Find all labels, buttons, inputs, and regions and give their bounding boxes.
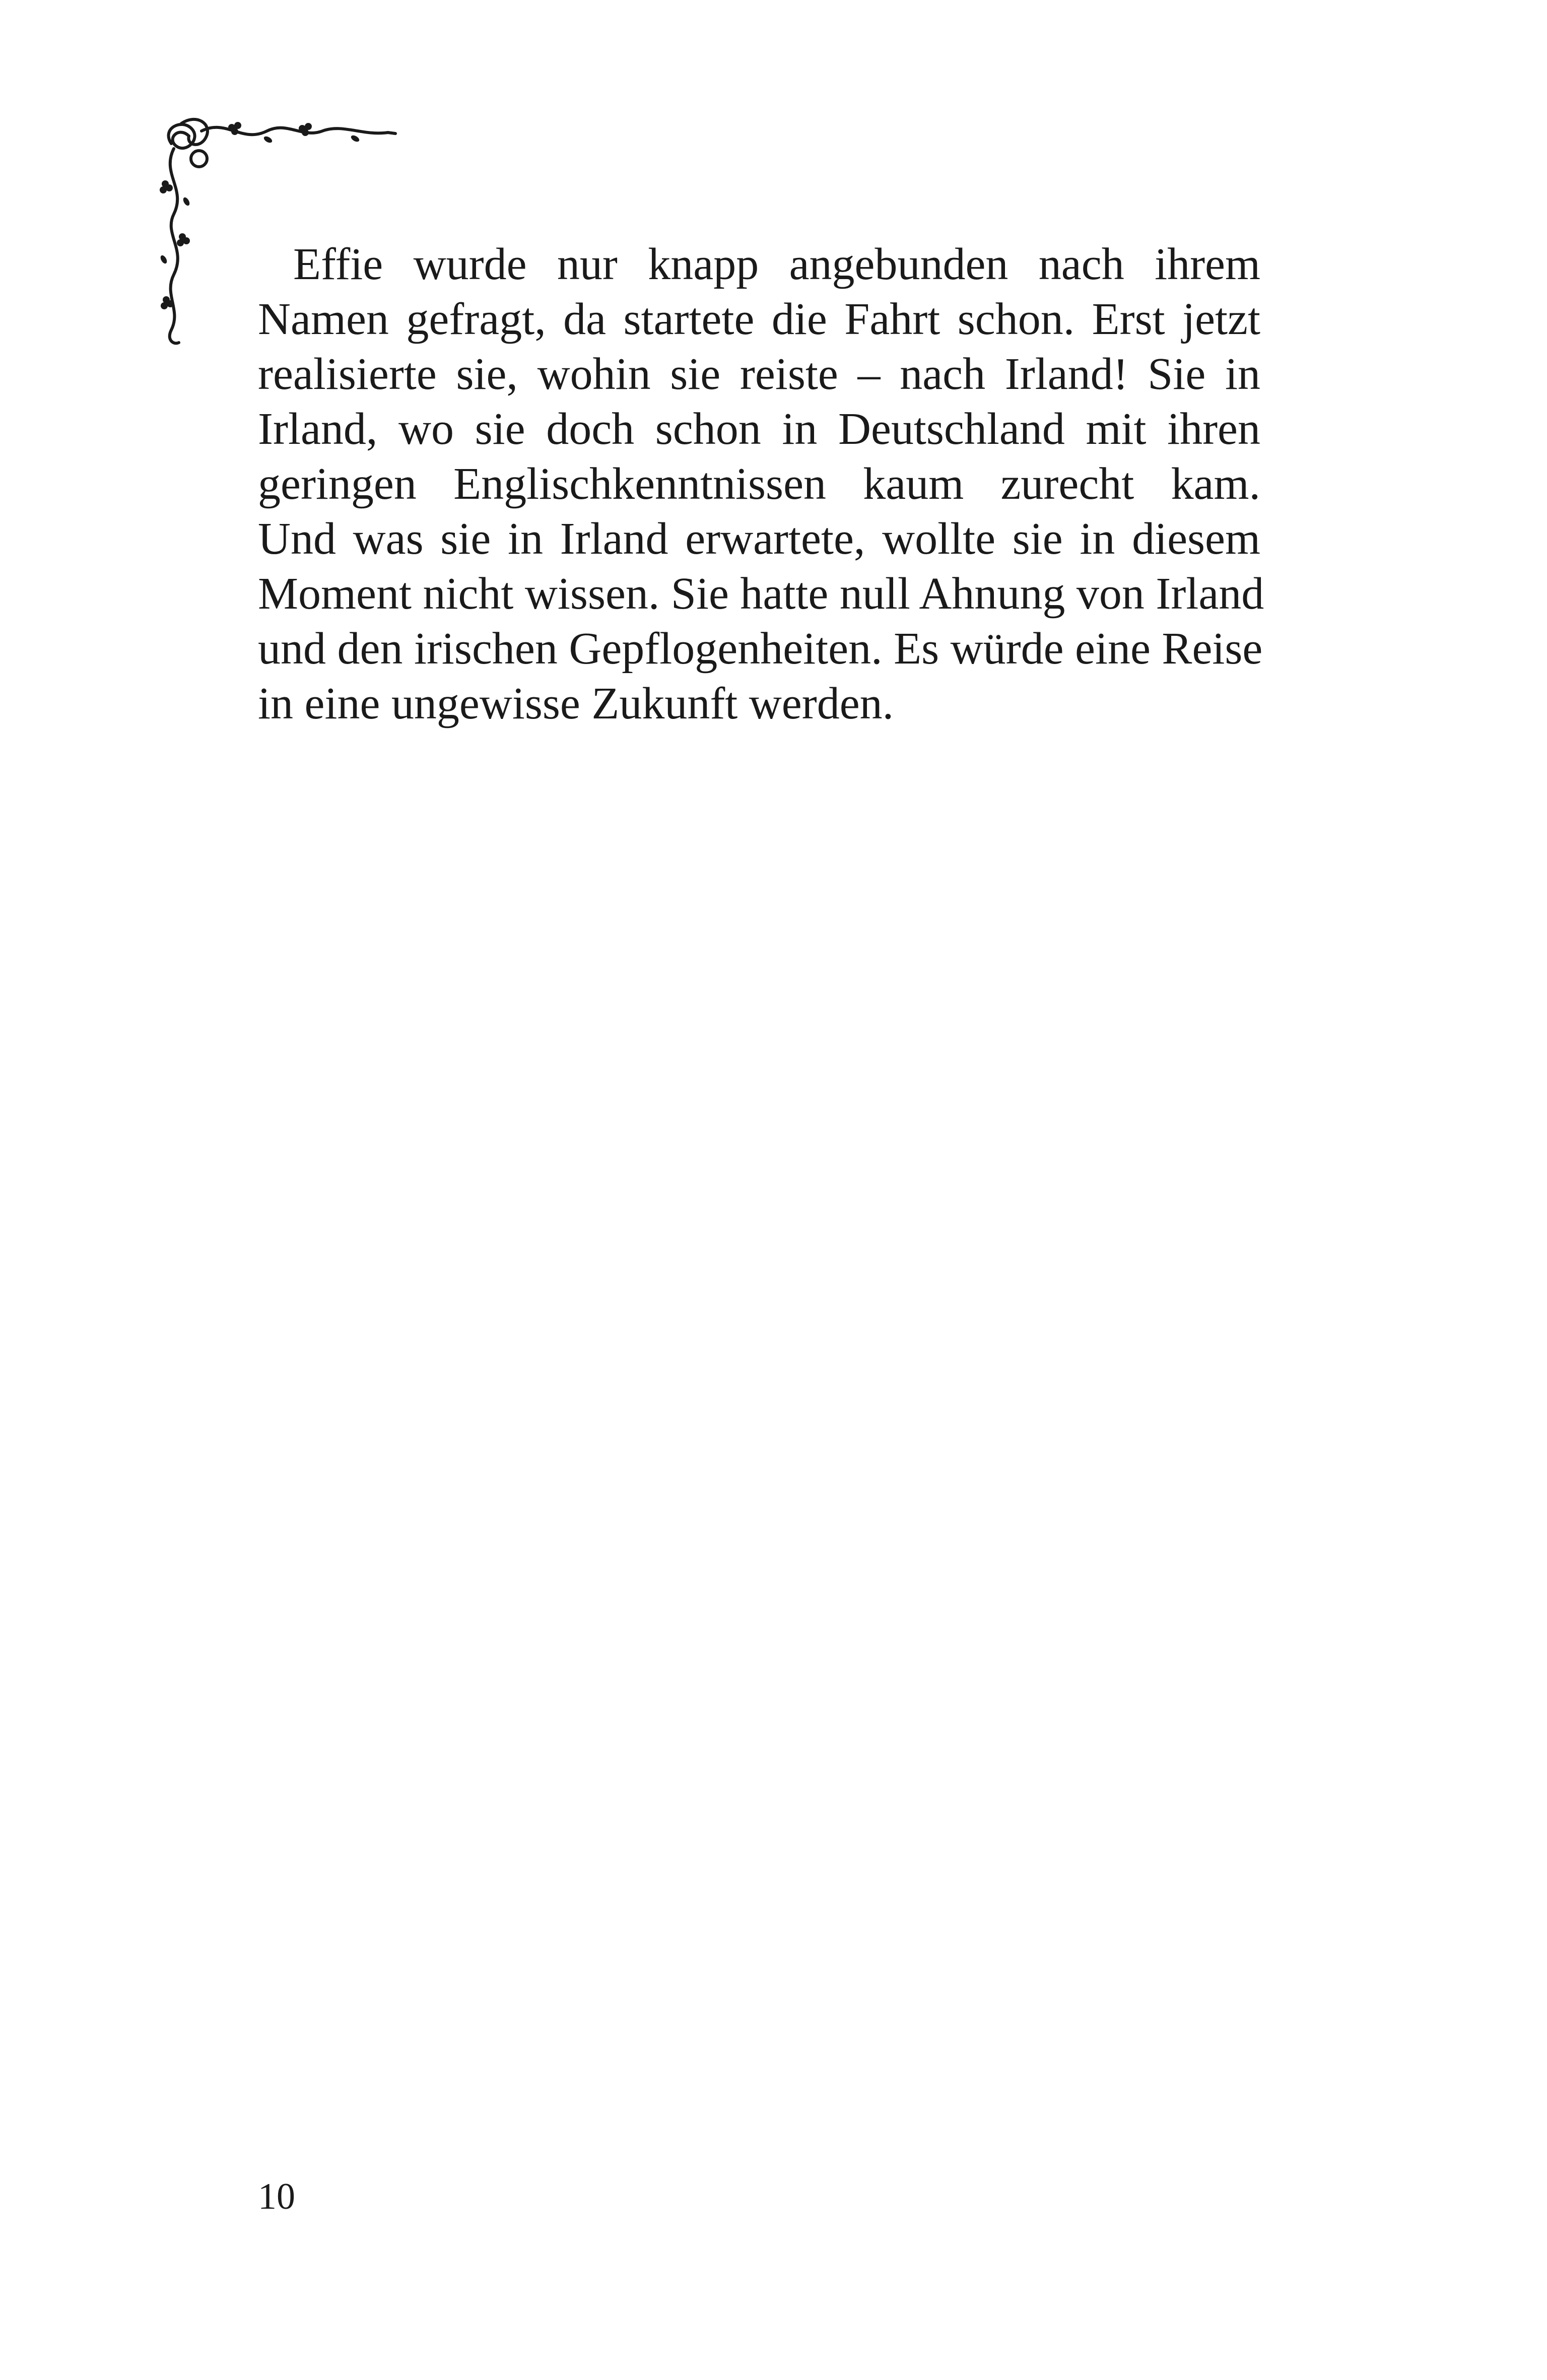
page-number: 10	[258, 2176, 295, 2217]
paragraph-line: Moment nicht wissen. Sie hatte null Ahnung von Irland	[258, 569, 1264, 619]
paragraph-line: Und was sie in Irland erwartete, wollte sie in diesem	[258, 514, 1260, 564]
paragraph-line: Effie wurde nur knapp angebunden nach ihrem	[293, 239, 1260, 289]
paragraph-line: geringen Englischkenntnissen kaum zurecht kam.	[258, 459, 1260, 509]
body-paragraph	[258, 237, 1264, 731]
paragraph-line: Namen gefragt, da startete die Fahrt schon. Erst jetzt	[258, 294, 1260, 344]
paragraph-line: und den irischen Gepflogenheiten. Es würde eine Reise	[258, 624, 1263, 674]
paragraph-line: in eine ungewisse Zukunft werden.	[258, 679, 894, 729]
paragraph-line: Irland, wo sie doch schon in Deutschland mit ihren	[258, 404, 1260, 454]
paragraph-line: realisierte sie, wohin sie reiste – nach Irland! Sie in	[258, 349, 1260, 399]
